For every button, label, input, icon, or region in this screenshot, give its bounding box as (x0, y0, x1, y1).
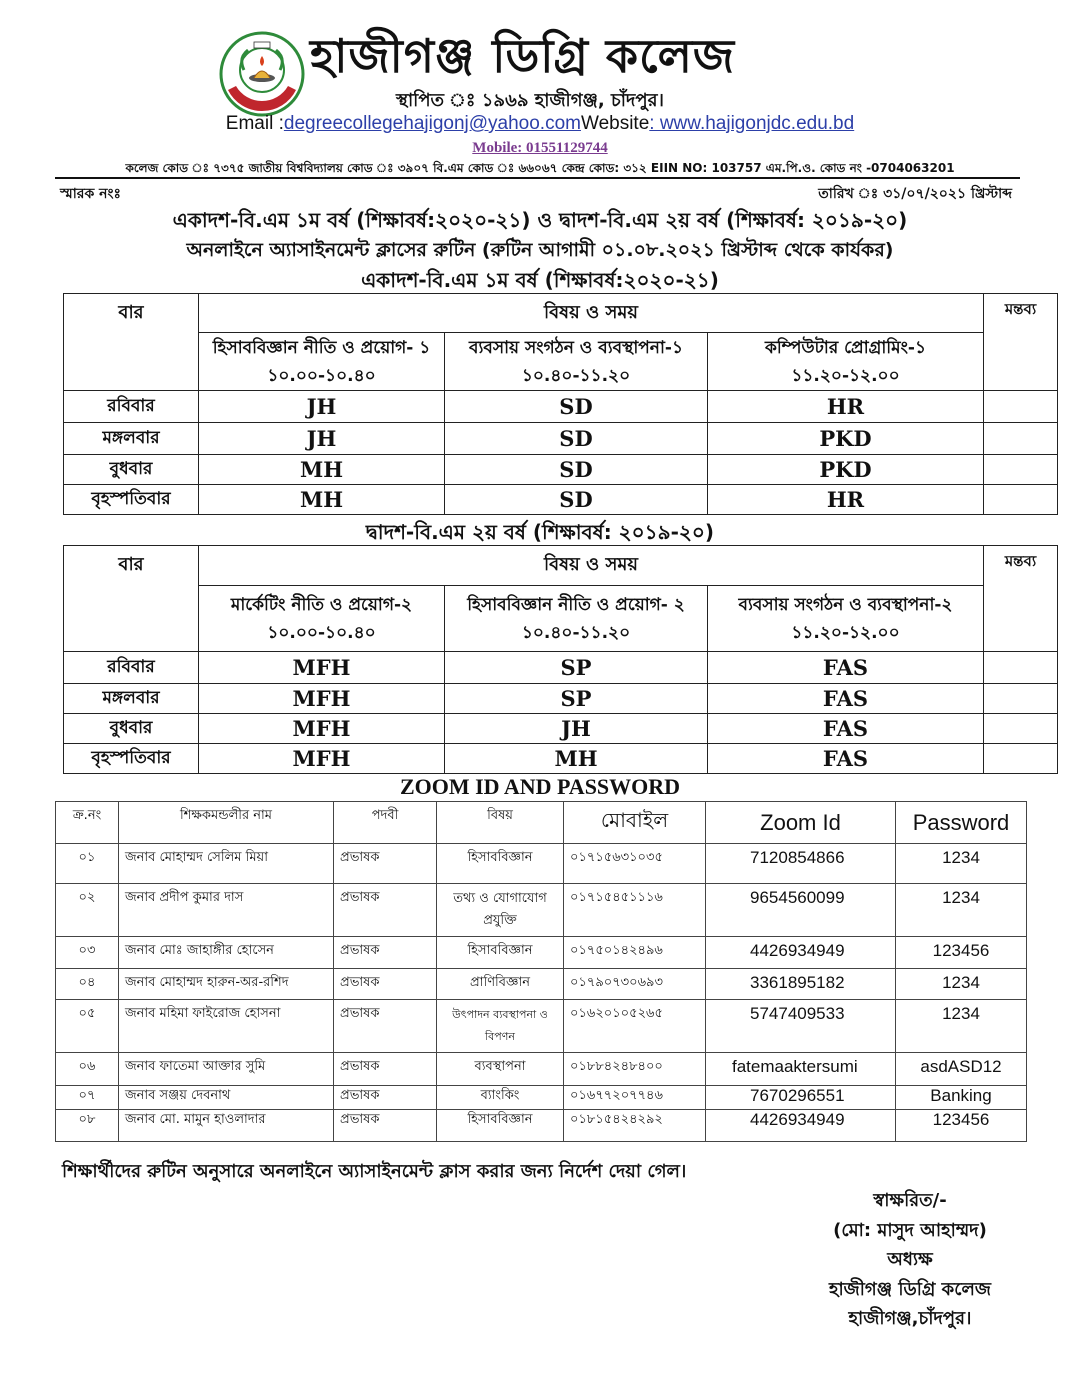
signed-mark: স্বাক্ষরিত/- (873, 1190, 947, 1211)
instruction-text: শিক্ষার্থীদের রুটিন অনুসারে অনলাইনে অ্যাসাইনমেন্ট ক্লাস করার জন্য নির্দেশ দেয়া গেল। (62, 1161, 687, 1182)
teacher-cell: PKD (708, 423, 984, 455)
teacher-cell: FAS (708, 684, 984, 714)
post-cell: প্রভাষক (334, 1000, 437, 1053)
subject-cell: প্রাণিবিজ্ঞান (437, 969, 564, 1000)
password-cell: 1234 (896, 884, 1027, 937)
zoom-id-cell[interactable]: 4426934949 (706, 1110, 896, 1142)
main-title-line1: একাদশ-বি.এম ১ম বর্ষ (শিক্ষাবর্ষ:২০২০-২১) ও দ্বাদশ-বি.এম ২য় বর্ষ (শিক্ষাবর্ষ: ২০১৯-২০) (172, 208, 908, 232)
teacher-cell: MFH (199, 714, 445, 744)
day-cell: মঙ্গলবার (64, 423, 199, 455)
serial-cell: ০৭ (56, 1086, 119, 1110)
password-cell: asdASD12 (896, 1053, 1027, 1086)
college-name: হাজীগঞ্জ ডিগ্রি কলেজ (310, 29, 736, 83)
subject-header: বিষয় ও সময় (199, 294, 984, 333)
post-cell: প্রভাষক (334, 969, 437, 1000)
contact-line (0, 113, 1080, 135)
signatory-name: (মো: মাসুদ আহাম্মদ) (833, 1219, 987, 1241)
subject-time: ১০.০০-১০.৪০ (267, 622, 376, 643)
main-title-line2: অনলাইনে অ্যাসাইনমেন্ট ক্লাসের রুটিন (রুটিন আগামী ০১.০৮.২০২১ খ্রিস্টাব্দ থেকে কার্যকর) (186, 239, 894, 261)
serial-cell: ০৮ (56, 1110, 119, 1142)
table-row (64, 714, 1058, 744)
password-cell: 1234 (896, 969, 1027, 1000)
teacher-cell: FAS (708, 652, 984, 684)
table-row (64, 391, 1058, 423)
serial-cell: ০১ (56, 844, 119, 884)
section2-title: দ্বাদশ-বি.এম ২য় বর্ষ (শিক্ষাবর্ষ: ২০১৯-২০) (365, 520, 715, 544)
signatory-designation: অধ্যক্ষ (887, 1249, 933, 1270)
subject-time: ১০.৪০-১১.২০ (521, 365, 631, 386)
zoom-id-cell[interactable]: 5747409533 (706, 1000, 896, 1053)
teacher-cell: JH (199, 423, 445, 455)
teacher-name-cell: জনাব মোঃ জাহাঙ্গীর হোসেন (119, 937, 334, 969)
teacher-name-cell: জনাব প্রদীপ কুমার দাস (119, 884, 334, 937)
signatory-college: হাজীগঞ্জ ডিগ্রি কলেজ (828, 1278, 991, 1300)
signature-block (800, 1186, 1020, 1334)
day-cell: বুধবার (64, 455, 199, 485)
subject-cell (708, 333, 984, 391)
day-cell: রবিবার (64, 391, 199, 423)
remarks-cell (984, 485, 1058, 515)
subject-name: হিসাববিজ্ঞান নীতি ও প্রয়োগ- ২ (467, 594, 685, 615)
zoom-id-cell[interactable]: 3361895182 (706, 969, 896, 1000)
subject-time: ১১.২০-১২.০০ (791, 622, 900, 643)
college-emblem-icon (218, 30, 306, 118)
table-row (64, 684, 1058, 714)
remarks-header: মন্তব্য (984, 546, 1058, 652)
subject-time: ১১.২০-১২.০০ (791, 365, 900, 386)
remarks-cell (984, 744, 1058, 774)
mobile-cell: ০১৭৯০৭৩০৬৯৩ (564, 969, 706, 1000)
remarks-header: মন্তব্য (984, 294, 1058, 391)
subject-cell: উৎপাদন ব্যবস্থাপনা ও বিপণন (437, 1000, 564, 1053)
subject-name: হিসাববিজ্ঞান নীতি ও প্রয়োগ- ১ (212, 337, 431, 358)
post-cell: প্রভাষক (334, 884, 437, 937)
teacher-cell: HR (708, 485, 984, 515)
teacher-name-cell: জনাব ফাতেমা আক্তার সুমি (119, 1053, 334, 1086)
remarks-cell (984, 684, 1058, 714)
zoom-id-cell[interactable]: fatemaaktersumi (706, 1053, 896, 1086)
teacher-cell: MH (199, 455, 445, 485)
subject-cell: হিসাববিজ্ঞান (437, 1110, 564, 1142)
table-row (56, 844, 1027, 884)
teacher-cell: JH (199, 391, 445, 423)
institution-codes: কলেজ কোড ঃ ৭৩৭৫ জাতীয় বিশ্ববিদ্যালয় কোড ঃ ৩৯০৭ বি.এম কোড ঃ ৬৬০৬৭ কেন্দ্র কোড: ৩১২ EIIN NO: 103757 এম.পি.ও. কোড নং -0704063201 (125, 161, 955, 175)
signatory-address: হাজীগঞ্জ,চাঁদপুর। (848, 1308, 972, 1329)
remarks-cell (984, 455, 1058, 485)
website-link[interactable]: : www.hajigonjdc.edu.bd (649, 113, 855, 134)
post-cell: প্রভাষক (334, 937, 437, 969)
teacher-cell: MH (445, 744, 708, 774)
email-label: Email : (225, 113, 284, 134)
post-cell: প্রভাষক (334, 1086, 437, 1110)
zoom-id-cell[interactable]: 7120854866 (706, 844, 896, 884)
table-row (56, 1000, 1027, 1053)
table-row (64, 744, 1058, 774)
name-header: শিক্ষকমন্ডলীর নাম (119, 802, 334, 844)
zoom-id-cell[interactable]: 4426934949 (706, 937, 896, 969)
subject-name: ব্যবসায় সংগঠন ও ব্যবস্থাপনা-১ (469, 337, 683, 358)
day-cell: বৃহস্পতিবার (64, 485, 199, 515)
table-row (56, 1110, 1027, 1142)
post-header: পদবী (334, 802, 437, 844)
zoom-table (55, 801, 1027, 1142)
day-cell: বৃহস্পতিবার (64, 744, 199, 774)
remarks-cell (984, 423, 1058, 455)
zoom-id-header: Zoom Id (706, 802, 896, 844)
day-header: বার (64, 294, 199, 391)
password-cell: 123456 (896, 937, 1027, 969)
mobile-header: মোবাইল (564, 802, 706, 844)
table-row (64, 652, 1058, 684)
subject-cell (199, 333, 445, 391)
subject-time: ১০.৪০-১১.২০ (521, 622, 631, 643)
mobile-cell: ০১৭১৫৪৫১১১৬ (564, 884, 706, 937)
table-row (64, 455, 1058, 485)
table-row (56, 1053, 1027, 1086)
zoom-section-title: ZOOM ID AND PASSWORD (399, 774, 681, 799)
mobile-cell: ০১৮৮৪২৪৮৪০০ (564, 1053, 706, 1086)
teacher-cell: JH (445, 714, 708, 744)
teacher-cell: SP (445, 684, 708, 714)
subject-cell (445, 333, 708, 391)
routine-table-1 (63, 293, 1058, 515)
mobile-number: Mobile: 01551129744 (472, 140, 608, 156)
mobile-cell: ০১৬৭৭২০৭৭৪৬ (564, 1086, 706, 1110)
serial-cell: ০৬ (56, 1053, 119, 1086)
website-label: Website (580, 113, 650, 134)
table-row (56, 969, 1027, 1000)
email-link[interactable]: degreecollegehajigonj@yahoo.com (283, 113, 581, 134)
subject-cell: ব্যাংকিং (437, 1086, 564, 1110)
day-cell: বুধবার (64, 714, 199, 744)
post-cell: প্রভাষক (334, 844, 437, 884)
table-row (64, 423, 1058, 455)
mobile-cell: ০১৭৫০১৪২৪৯৬ (564, 937, 706, 969)
teacher-name-cell: জনাব মো. মামুন হাওলাদার (119, 1110, 334, 1142)
teacher-cell: MH (199, 485, 445, 515)
remarks-cell (984, 652, 1058, 684)
teacher-name-cell: জনাব মোহাম্মদ সেলিম মিয়া (119, 844, 334, 884)
teacher-cell: MFH (199, 744, 445, 774)
subject-cell (199, 586, 445, 652)
mobile-cell: ০১৮১৫৪২৪২৯২ (564, 1110, 706, 1142)
post-cell: প্রভাষক (334, 1053, 437, 1086)
mobile-cell: ০১৭১৫৬৩১০৩৫ (564, 844, 706, 884)
day-header: বার (64, 546, 199, 652)
day-cell: মঙ্গলবার (64, 684, 199, 714)
teacher-cell: FAS (708, 714, 984, 744)
subject-name: ব্যবসায় সংগঠন ও ব্যবস্থাপনা-২ (738, 594, 953, 615)
remarks-cell (984, 714, 1058, 744)
teacher-name-cell: জনাব সঞ্জয় দেবনাথ (119, 1086, 334, 1110)
teacher-cell: FAS (708, 744, 984, 774)
zoom-id-cell[interactable]: 7670296551 (706, 1086, 896, 1110)
teacher-name-cell: জনাব মোহাম্মদ হারুন-অর-রশিদ (119, 969, 334, 1000)
teacher-cell: PKD (708, 455, 984, 485)
serial-cell: ০৫ (56, 1000, 119, 1053)
routine-table-2 (63, 545, 1058, 774)
password-cell: 123456 (896, 1110, 1027, 1142)
subject-cell: হিসাববিজ্ঞান (437, 844, 564, 884)
mobile-cell: ০১৬২০১০৫২৬৫ (564, 1000, 706, 1053)
teacher-cell: MFH (199, 652, 445, 684)
subject-header: বিষয় ও সময় (199, 546, 984, 586)
subject-cell: হিসাববিজ্ঞান (437, 937, 564, 969)
remarks-cell (984, 391, 1058, 423)
zoom-header-row (56, 802, 1027, 844)
subject-name: মার্কেটিং নীতি ও প্রয়োগ-২ (230, 594, 413, 615)
teacher-cell: SD (445, 455, 708, 485)
section1-title: একাদশ-বি.এম ১ম বর্ষ (শিক্ষাবর্ষ:২০২০-২১) (361, 268, 719, 292)
serial-cell: ০৪ (56, 969, 119, 1000)
subject-cell: ব্যবস্থাপনা (437, 1053, 564, 1086)
established-line: স্থাপিত ঃ ১৯৬৯ হাজীগঞ্জ, চাঁদপুর। (396, 90, 664, 111)
subject-cell: তথ্য ও যোগাযোগ প্রযুক্তি (437, 884, 564, 937)
table-row (56, 884, 1027, 937)
post-cell: প্রভাষক (334, 1110, 437, 1142)
table-row (64, 485, 1058, 515)
teacher-cell: SD (445, 485, 708, 515)
subject-time: ১০.০০-১০.৪০ (267, 365, 376, 386)
teacher-cell: SD (445, 423, 708, 455)
subject-cell (708, 586, 984, 652)
password-header: Password (896, 802, 1027, 844)
password-cell: 1234 (896, 844, 1027, 884)
day-cell: রবিবার (64, 652, 199, 684)
serial-header: ক্র.নং (56, 802, 119, 844)
mobile-line (0, 140, 1080, 157)
subject-name: কম্পিউটার প্রোগ্রামিং-১ (764, 337, 927, 358)
teacher-cell: HR (708, 391, 984, 423)
teacher-cell: SD (445, 391, 708, 423)
password-cell: 1234 (896, 1000, 1027, 1053)
teacher-cell: SP (445, 652, 708, 684)
memo-number: স্মারক নংঃ (60, 186, 121, 202)
header-divider (55, 177, 1020, 179)
serial-cell: ০২ (56, 884, 119, 937)
serial-cell: ০৩ (56, 937, 119, 969)
table-row (56, 1086, 1027, 1110)
document-date: তারিখ ঃ ৩১/০৭/২০২১ খ্রিস্টাব্দ (818, 186, 1012, 202)
subject-cell (445, 586, 708, 652)
table-row (56, 937, 1027, 969)
teacher-name-cell: জনাব মহিমা ফাইরোজ হোসনা (119, 1000, 334, 1053)
subject-header: বিষয় (437, 802, 564, 844)
zoom-id-cell[interactable]: 9654560099 (706, 884, 896, 937)
password-cell: Banking (896, 1086, 1027, 1110)
teacher-cell: MFH (199, 684, 445, 714)
